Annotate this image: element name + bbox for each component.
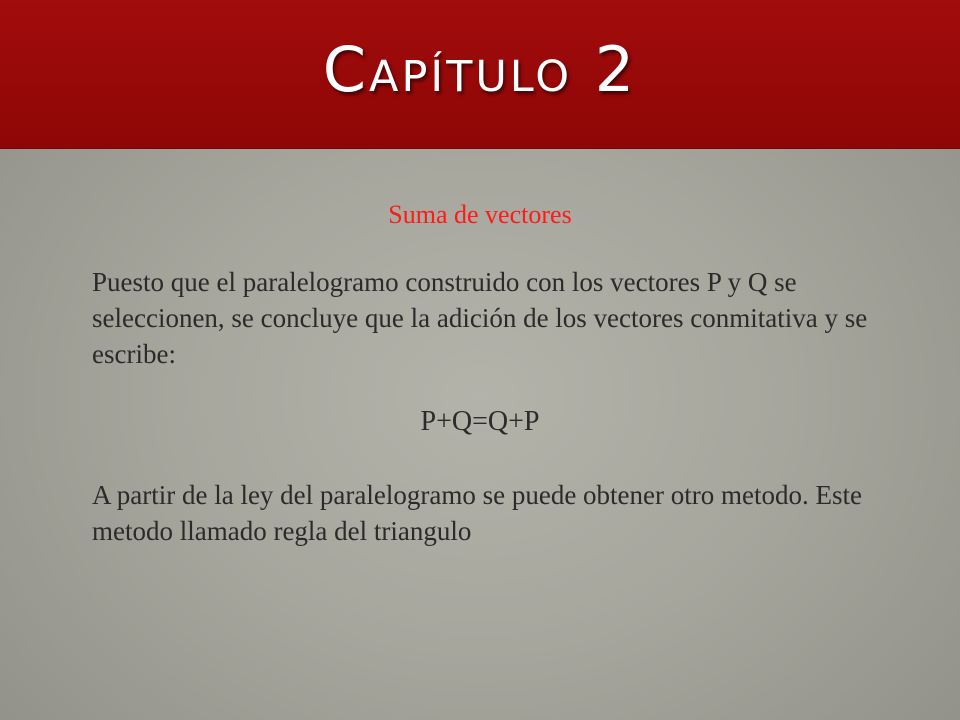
body-paragraph-2: A partir de la ley del paralelogramo se puede obtener otro metodo. Este metodo llamado regla del triangulo	[92, 480, 862, 546]
title-bar	[0, 0, 960, 149]
slide-subtitle: Suma de vectores	[388, 200, 572, 229]
equation: P+Q=Q+P	[420, 406, 540, 437]
body-paragraph-1: Puesto que el paralelogramo construido con los vectores P y Q se seleccionen, se concluye que la adición de los vectores conmitativa y se escribe:	[92, 267, 868, 369]
slide-title: Capítulo 2	[322, 33, 638, 106]
